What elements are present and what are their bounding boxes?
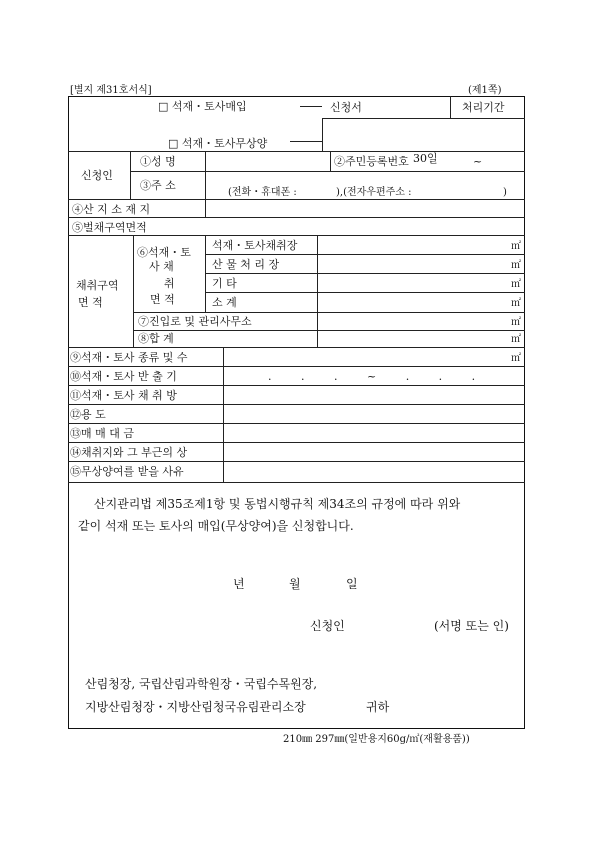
purchase-checkbox-option[interactable]: □ 석재・토사매입 <box>158 100 247 113</box>
rrn-separator: ~ <box>473 155 483 168</box>
recipient-line2: 지방산림청장・지방산림청국유림관리소장 <box>85 700 306 714</box>
processing-days: 30일 <box>413 152 438 165</box>
access-road-label: ⑦진입로 및 관리사무소 <box>138 315 252 328</box>
date-year: 년 <box>233 577 245 591</box>
total-label: ⑧합 계 <box>138 332 174 345</box>
free-transfer-checkbox-option[interactable]: □ 석재・토사무상양 <box>168 137 268 150</box>
application-text-line1: 산지관리법 제35조제1항 및 동법시행규칙 제34조의 규정에 따라 위와 <box>94 497 461 511</box>
unit-sqm: ㎡ <box>511 353 521 364</box>
product-processing-label: 산 물 처 리 장 <box>212 258 280 271</box>
sale-price-label: ⑬매 매 대 금 <box>70 427 134 440</box>
stone-soil-area-label-2: 사 채 <box>149 260 174 273</box>
paper-spec: 210㎜ 297㎜(일반용지60g/㎡(재활용품)) <box>283 734 470 745</box>
unit-sqm: ㎡ <box>511 298 521 309</box>
stone-soil-area-label-4: 면 적 <box>150 293 175 306</box>
signature-applicant-label: 신청인 <box>310 619 345 633</box>
stone-soil-area-label-3: 취 <box>164 277 175 290</box>
form-reference: [별지 제31호서식] <box>70 85 152 96</box>
email-note: ),(전자우편주소 : <box>336 187 412 198</box>
applicant-section-label: 신청인 <box>81 169 113 182</box>
free-transfer-reason-label: ⑮무상양여를 받을 사유 <box>70 465 184 478</box>
date-day: 일 <box>346 577 358 591</box>
extraction-area-section-line2: 면 적 <box>78 296 103 309</box>
stone-type-label: ⑨석재・토사 종류 및 수 <box>70 351 188 364</box>
rrn-label: ②주민등록번호 <box>334 155 409 168</box>
unit-sqm: ㎡ <box>511 279 521 290</box>
stone-soil-area-label-1: ⑥석재・토 <box>137 246 191 259</box>
processing-period-label: 처리기간 <box>462 101 505 114</box>
date-month: 월 <box>289 577 301 591</box>
recipient-line1: 산림청장, 국립산림과학원장・국립수목원장, <box>85 677 318 691</box>
forest-location-label: ④산 지 소 재 지 <box>72 203 151 216</box>
unit-sqm: ㎡ <box>511 260 521 271</box>
document-title: 신청서 <box>330 101 362 114</box>
address-label: ③주 소 <box>140 179 176 192</box>
removal-period-value: . . . ~ . . . <box>268 370 489 383</box>
signature-note: (서명 또는 인) <box>434 619 509 633</box>
quarry-site-label: 석재・토사채취장 <box>212 239 298 252</box>
close-paren: ) <box>503 187 507 198</box>
removal-period-label: ⑩석재・토사 반 출 기 <box>70 370 177 383</box>
extraction-area-section-line1: 채취구역 <box>76 279 119 292</box>
purpose-label: ⑫용 도 <box>70 408 106 421</box>
phone-note: (전화・휴대폰 : <box>228 187 297 198</box>
unit-sqm: ㎡ <box>511 317 521 328</box>
extraction-method-label: ⑪석재・토사 채 취 방 <box>70 389 177 402</box>
page-number: (제1쪽) <box>468 85 502 96</box>
unit-sqm: ㎡ <box>511 334 521 345</box>
name-label: ①성 명 <box>140 155 176 168</box>
other-label: 기 타 <box>212 277 237 290</box>
unit-sqm: ㎡ <box>511 241 521 252</box>
application-text-line2: 같이 석재 또는 토사의 매입(무상양여)을 신청합니다. <box>78 519 354 533</box>
subtotal-label: 소 계 <box>212 296 237 309</box>
logging-area-label: ⑤벌채구역면적 <box>72 221 147 234</box>
site-condition-label: ⑭채취지와 그 부근의 상 <box>70 446 188 459</box>
recipient-suffix: 귀하 <box>366 700 390 714</box>
